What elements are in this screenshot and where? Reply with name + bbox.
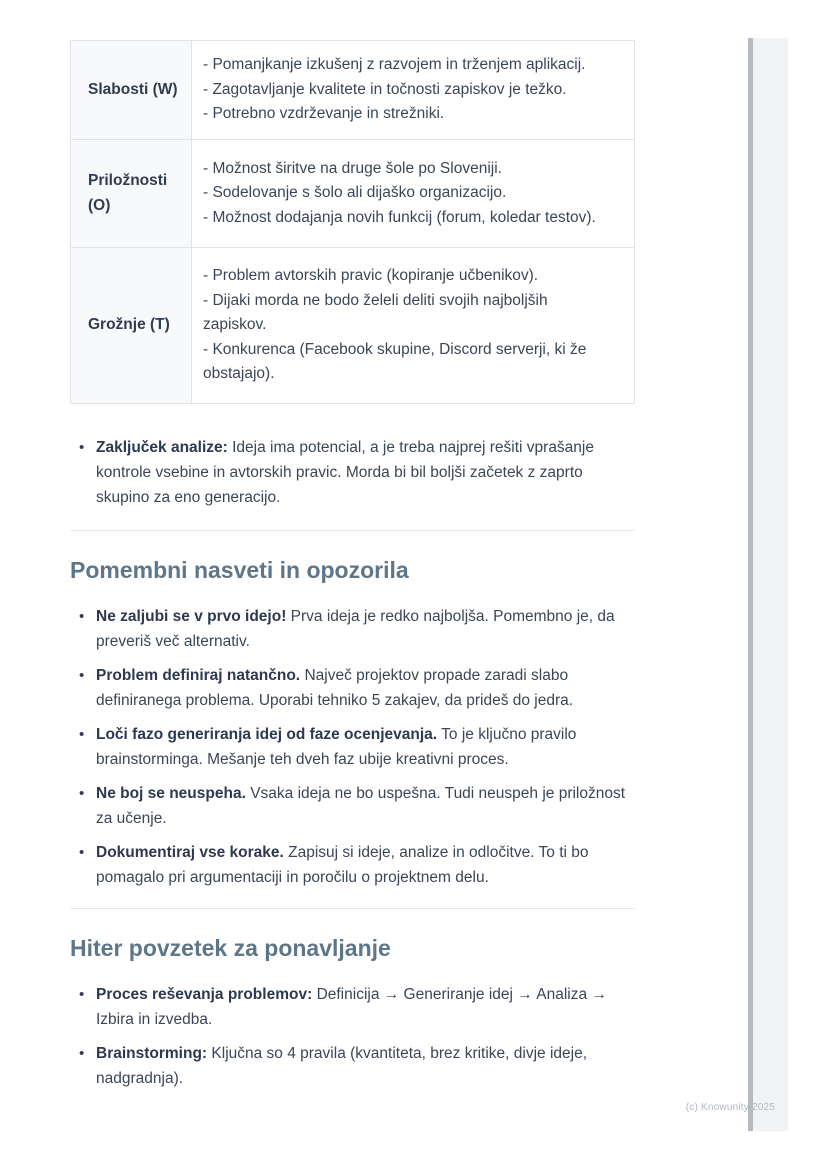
list-item [96, 982, 635, 1032]
bullet-text: Vsaka ideja ne bo uspešna. Tudi neuspeh je priložnost za učenje. [96, 785, 626, 827]
bullet-lead: Proces reševanja problemov: [96, 986, 313, 1003]
table-row [71, 41, 635, 140]
list-item [96, 604, 635, 654]
swot-row-label: Grožnje (T) [71, 248, 192, 404]
section-title-advice: Pomembni nasveti in opozorila [70, 557, 409, 583]
swot-table [70, 40, 635, 404]
swot-item: - Dijaki morda ne bodo želeli deliti svojih najboljših zapiskov. [203, 291, 548, 334]
list-item [96, 781, 635, 831]
bullet-text: To je ključno pravilo brainstorminga. Mešanje teh dveh faz ubije kreativni proces. [96, 726, 577, 768]
table-row [71, 140, 635, 248]
list-item [96, 722, 635, 772]
bullet-lead: Loči fazo generiranja idej od faze ocenjevanja. [96, 726, 438, 743]
swot-row-items [192, 140, 635, 248]
section-divider [70, 530, 635, 531]
bullet-text: Definicija → Generiranje idej → Analiza → Izbira in izvedba. [96, 986, 607, 1028]
copyright-notice: (c) Knowunity 2025 [685, 1102, 775, 1113]
bullet-lead: Ne zaljubi se v prvo idejo! [96, 608, 287, 625]
section-divider [70, 908, 635, 909]
swot-item: - Možnost dodajanja novih funkcij (forum, koledar testov). [203, 208, 596, 226]
swot-item: - Konkurenca (Facebook skupine, Discord serverji, ki že obstajajo). [203, 340, 587, 383]
conclusion-list [70, 435, 635, 510]
list-item [96, 840, 635, 890]
bullet-text: Največ projektov propade zaradi slabo definiranega problema. Uporabi tehniko 5 zakajev, da prideš do jedra. [96, 667, 574, 709]
swot-row-items [192, 41, 635, 140]
bullet-text: Prva ideja je redko najboljša. Pomembno je, da preveriš več alternativ. [96, 608, 615, 650]
swot-item: - Potrebno vzdrževanje in strežniki. [203, 105, 445, 123]
swot-item: - Sodelovanje s šolo ali dijaško organizacijo. [203, 184, 507, 202]
list-item [96, 435, 635, 510]
scrollbar[interactable] [748, 38, 788, 1131]
scrollbar-track[interactable] [753, 38, 788, 1131]
swot-item: - Pomanjkanje izkušenj z razvojem in trženjem aplikacij. [203, 56, 586, 74]
swot-row-label: Priložnosti (O) [71, 140, 192, 248]
swot-item: - Možnost širitve na druge šole po Sloveniji. [203, 159, 502, 177]
swot-item: - Problem avtorskih pravic (kopiranje učbenikov). [203, 267, 539, 285]
swot-row-items [192, 248, 635, 404]
bullet-text: Zapisuj si ideje, analize in odločitve. To ti bo pomagalo pri argumentaciji in poročilu o projektnem delu. [96, 844, 589, 886]
section-title-summary: Hiter povzetek za ponavljanje [70, 935, 391, 961]
bullet-lead: Ne boj se neuspeha. [96, 785, 246, 802]
document-page [70, 40, 635, 1100]
bullet-lead: Problem definiraj natančno. [96, 667, 301, 684]
summary-list [70, 982, 635, 1091]
list-item [96, 663, 635, 713]
table-row [71, 248, 635, 404]
list-item [96, 1041, 635, 1091]
bullet-lead: Brainstorming: [96, 1045, 208, 1062]
scrollbar-thumb[interactable] [748, 38, 753, 1131]
advice-list [70, 604, 635, 890]
swot-row-label: Slabosti (W) [71, 41, 192, 140]
bullet-text: Ideja ima potencial, a je treba najprej rešiti vprašanje kontrole vsebine in avtorskih pravic. Morda bi bil boljši začetek z zaprto skupino za eno generacijo. [96, 439, 594, 506]
swot-item: - Zagotavljanje kvalitete in točnosti zapiskov je težko. [203, 80, 567, 98]
bullet-lead: Dokumentiraj vse korake. [96, 844, 284, 861]
bullet-lead: Zaključek analize: [96, 439, 228, 456]
bullet-text: Ključna so 4 pravila (kvantiteta, brez kritike, divje ideje, nadgradnja). [96, 1045, 588, 1087]
